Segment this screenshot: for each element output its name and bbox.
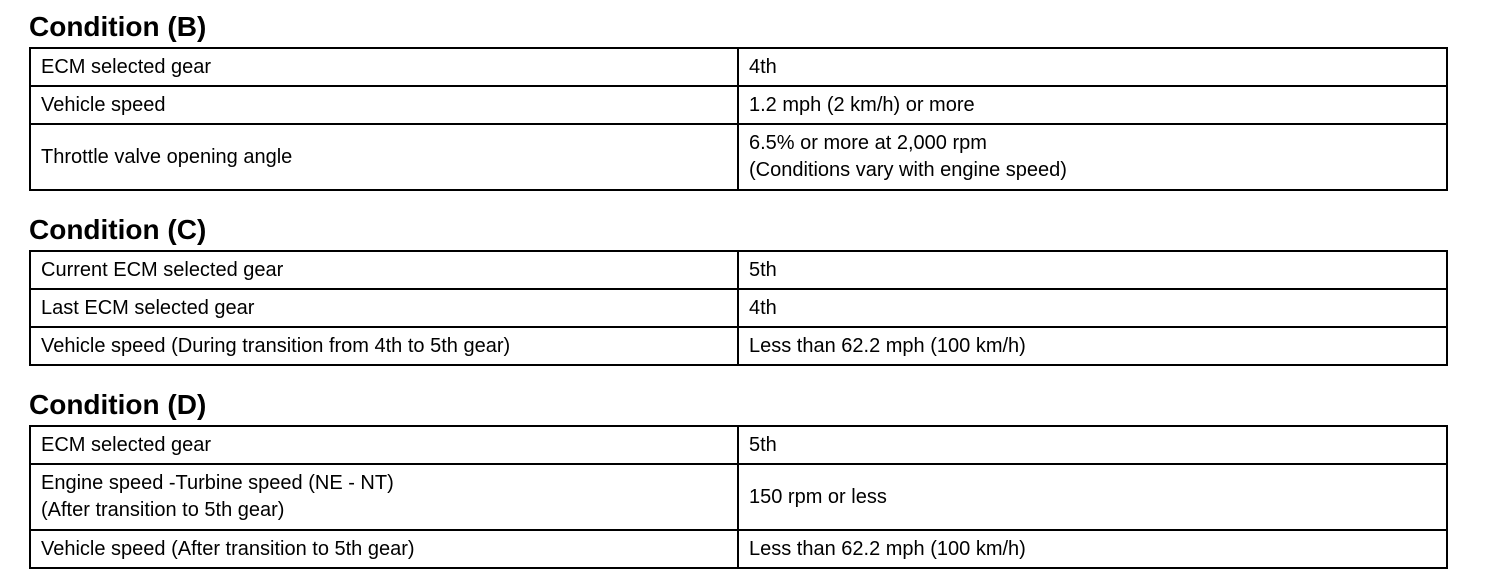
- condition-value: 150 rpm or less: [738, 464, 1447, 530]
- table-row: [30, 464, 1447, 530]
- table-row: [30, 86, 1447, 124]
- table-row: [30, 426, 1447, 464]
- condition-value: 4th: [738, 289, 1447, 327]
- condition-item: Throttle valve opening angle: [30, 124, 738, 190]
- condition-value: Less than 62.2 mph (100 km/h): [738, 530, 1447, 568]
- condition-value: Less than 62.2 mph (100 km/h): [738, 327, 1447, 365]
- condition-item: Vehicle speed (During transition from 4th to 5th gear): [30, 327, 738, 365]
- condition-item: ECM selected gear: [30, 48, 738, 86]
- condition-item: Vehicle speed: [30, 86, 738, 124]
- condition-value: 5th: [738, 251, 1447, 289]
- condition-item: Last ECM selected gear: [30, 289, 738, 327]
- condition-value: 1.2 mph (2 km/h) or more: [738, 86, 1447, 124]
- condition-d-section: [29, 389, 1448, 569]
- table-row: [30, 48, 1447, 86]
- condition-item: ECM selected gear: [30, 426, 738, 464]
- condition-c-table: [29, 250, 1448, 366]
- condition-value: 5th: [738, 426, 1447, 464]
- table-row: [30, 251, 1447, 289]
- condition-value: 6.5% or more at 2,000 rpm (Conditions vary with engine speed): [738, 124, 1447, 190]
- table-row: [30, 124, 1447, 190]
- condition-d-title: Condition (D): [29, 389, 207, 420]
- condition-c-title: Condition (C): [29, 214, 207, 245]
- condition-d-table: [29, 425, 1448, 569]
- condition-b-title-wrap: [29, 11, 1448, 47]
- condition-item: Current ECM selected gear: [30, 251, 738, 289]
- condition-c-title-wrap: [29, 214, 1448, 250]
- condition-c-section: [29, 214, 1448, 366]
- condition-d-title-wrap: [29, 389, 1448, 425]
- condition-item: Vehicle speed (After transition to 5th gear): [30, 530, 738, 568]
- table-row: [30, 289, 1447, 327]
- condition-b-section: [29, 11, 1448, 191]
- condition-item: Engine speed -Turbine speed (NE - NT) (After transition to 5th gear): [30, 464, 738, 530]
- table-row: [30, 327, 1447, 365]
- condition-value: 4th: [738, 48, 1447, 86]
- condition-b-table: [29, 47, 1448, 191]
- table-row: [30, 530, 1447, 568]
- condition-b-title: Condition (B): [29, 11, 207, 42]
